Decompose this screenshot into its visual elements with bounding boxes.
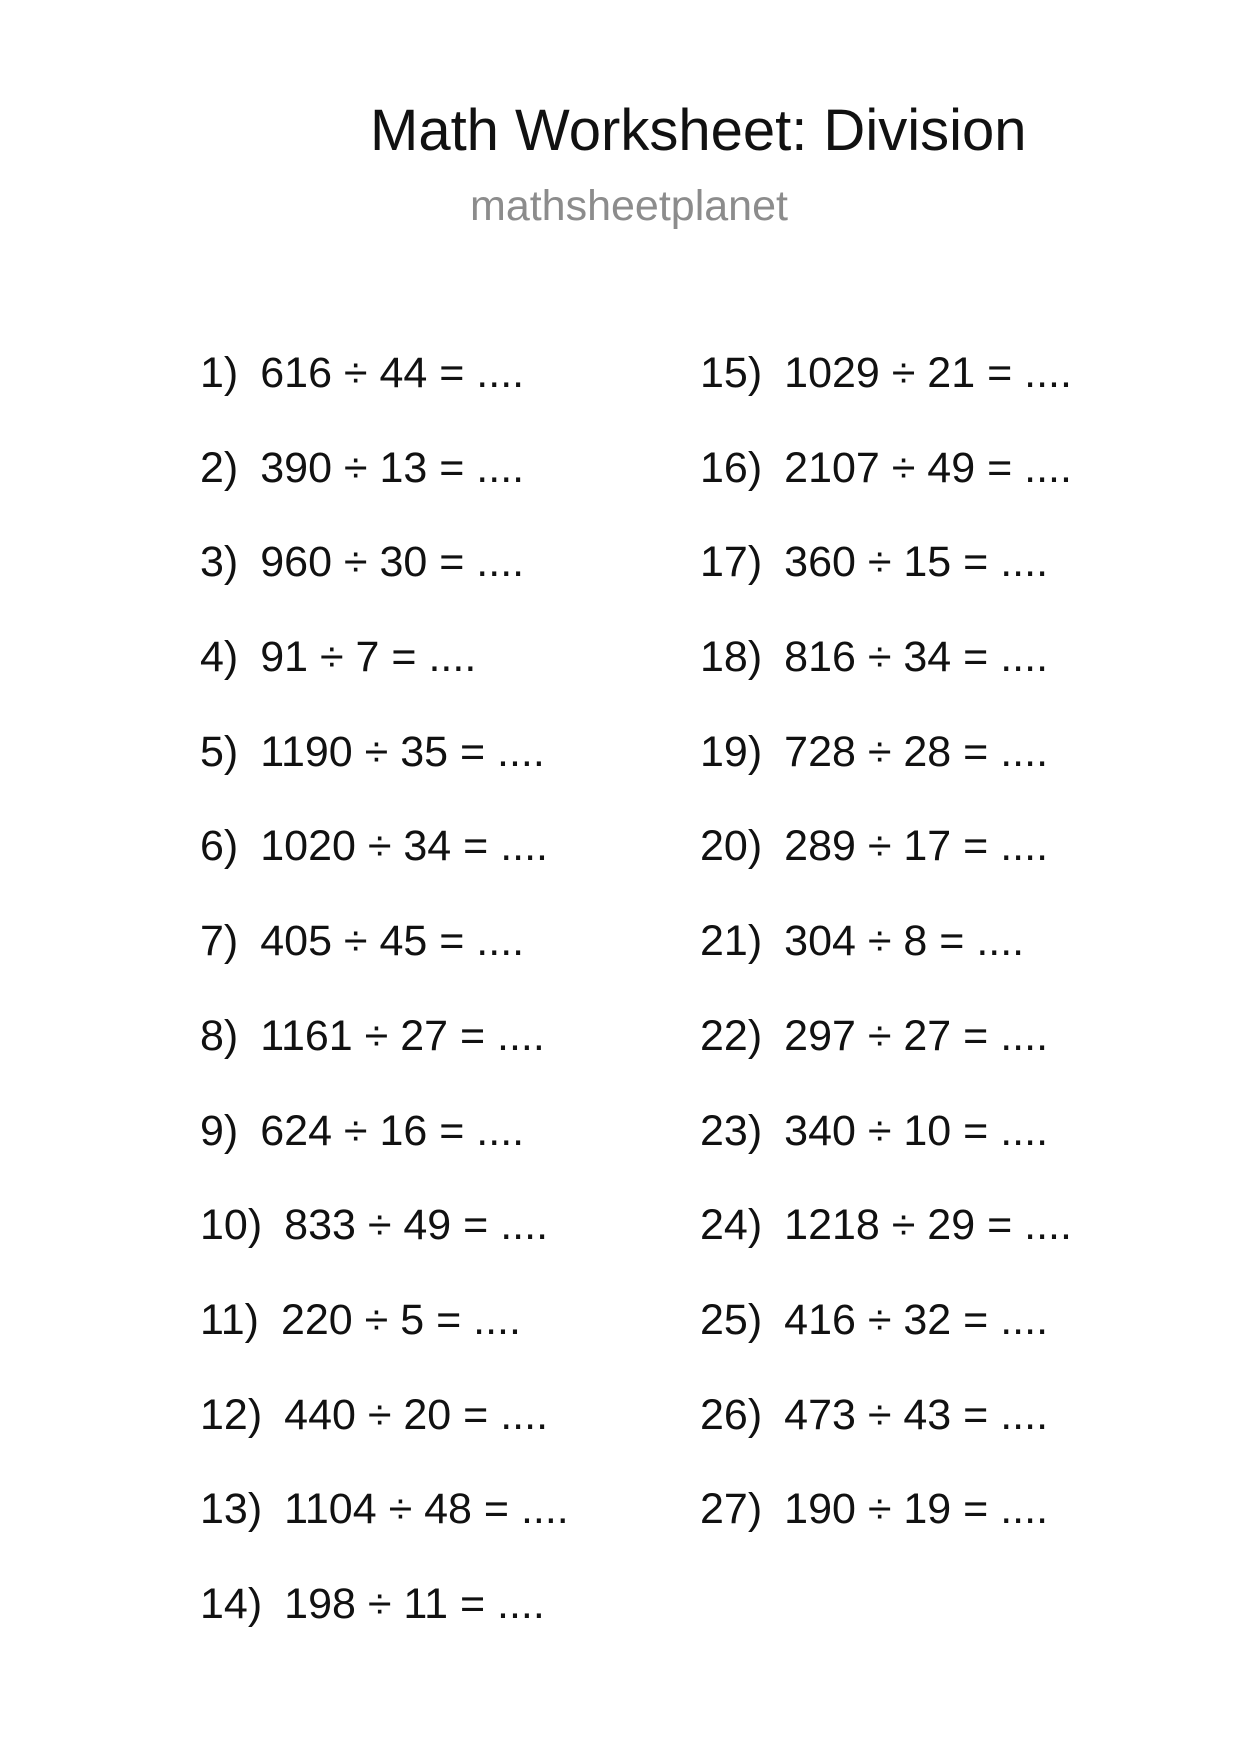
problems-column-right xyxy=(700,347,1160,1578)
problem-number: 21) xyxy=(700,917,763,966)
problem-number: 27) xyxy=(700,1485,763,1534)
problem-expression: 304 ÷ 8 = .... xyxy=(784,917,1025,966)
problem-expression: 833 ÷ 49 = .... xyxy=(284,1201,549,1250)
problem-expression: 405 ÷ 45 = .... xyxy=(260,917,525,966)
problem-item xyxy=(700,1105,1160,1200)
problem-item xyxy=(200,442,660,537)
problem-number: 13) xyxy=(200,1485,263,1534)
problem-expression: 473 ÷ 43 = .... xyxy=(784,1390,1049,1439)
problem-item xyxy=(700,1010,1160,1105)
problem-item xyxy=(700,536,1160,631)
problem-number: 3) xyxy=(200,538,239,587)
worksheet-title: Math Worksheet: Division xyxy=(370,98,1027,163)
problem-item xyxy=(200,536,660,631)
problems-column-left xyxy=(200,347,660,1673)
problem-item xyxy=(700,1389,1160,1484)
problem-number: 24) xyxy=(700,1201,763,1250)
problem-number: 8) xyxy=(200,1011,239,1060)
problem-expression: 198 ÷ 11 = .... xyxy=(284,1579,545,1628)
problem-number: 4) xyxy=(200,633,239,682)
problem-item xyxy=(700,1483,1160,1578)
problem-item xyxy=(200,1294,660,1389)
problem-number: 22) xyxy=(700,1011,763,1060)
problem-item xyxy=(700,915,1160,1010)
problem-item xyxy=(700,1199,1160,1294)
problem-expression: 2107 ÷ 49 = .... xyxy=(784,443,1072,492)
problem-number: 14) xyxy=(200,1579,263,1628)
problem-number: 10) xyxy=(200,1201,263,1250)
problem-expression: 1190 ÷ 35 = .... xyxy=(260,727,545,776)
problem-number: 6) xyxy=(200,822,239,871)
problem-number: 7) xyxy=(200,917,239,966)
problem-item xyxy=(200,726,660,821)
problem-expression: 360 ÷ 15 = .... xyxy=(784,538,1049,587)
problem-number: 20) xyxy=(700,822,763,871)
problem-expression: 289 ÷ 17 = .... xyxy=(784,822,1049,871)
problem-expression: 1029 ÷ 21 = .... xyxy=(784,349,1072,397)
problem-expression: 1218 ÷ 29 = .... xyxy=(784,1201,1072,1250)
problem-expression: 340 ÷ 10 = .... xyxy=(784,1106,1049,1155)
problem-expression: 728 ÷ 28 = .... xyxy=(784,727,1049,776)
problem-number: 2) xyxy=(200,443,239,492)
problem-expression: 416 ÷ 32 = .... xyxy=(784,1295,1049,1344)
problem-number: 16) xyxy=(700,443,763,492)
problem-item xyxy=(200,1105,660,1200)
problem-item xyxy=(700,347,1160,442)
problem-expression: 440 ÷ 20 = .... xyxy=(284,1390,549,1439)
problem-item xyxy=(700,631,1160,726)
problem-expression: 190 ÷ 19 = .... xyxy=(784,1485,1049,1534)
problem-item xyxy=(200,915,660,1010)
problem-number: 11) xyxy=(200,1295,259,1344)
problem-expression: 624 ÷ 16 = .... xyxy=(260,1106,525,1155)
problem-number: 9) xyxy=(200,1106,239,1155)
problem-item xyxy=(200,1483,660,1578)
problem-expression: 960 ÷ 30 = .... xyxy=(260,538,525,587)
problem-item xyxy=(200,631,660,726)
problem-number: 1) xyxy=(200,349,239,397)
problem-item xyxy=(700,1294,1160,1389)
problem-number: 25) xyxy=(700,1295,763,1344)
problem-item xyxy=(700,726,1160,821)
problem-number: 19) xyxy=(700,727,763,776)
problem-item xyxy=(200,1389,660,1484)
problem-number: 15) xyxy=(700,349,763,397)
problem-item xyxy=(700,820,1160,915)
problem-item xyxy=(200,347,660,442)
problem-number: 26) xyxy=(700,1390,763,1439)
problem-number: 5) xyxy=(200,727,239,776)
problem-expression: 1104 ÷ 48 = .... xyxy=(284,1485,569,1534)
problem-item xyxy=(700,442,1160,537)
problem-number: 12) xyxy=(200,1390,263,1439)
problem-item xyxy=(200,1010,660,1105)
problem-item xyxy=(200,1199,660,1294)
problem-expression: 390 ÷ 13 = .... xyxy=(260,443,525,492)
problem-expression: 91 ÷ 7 = .... xyxy=(260,633,477,682)
problem-number: 23) xyxy=(700,1106,763,1155)
problem-expression: 1020 ÷ 34 = .... xyxy=(260,822,549,871)
problem-number: 17) xyxy=(700,538,763,587)
problem-expression: 616 ÷ 44 = .... xyxy=(260,349,525,397)
problem-number: 18) xyxy=(700,633,763,682)
worksheet-subtitle: mathsheetplanet xyxy=(470,182,788,230)
problem-expression: 220 ÷ 5 = .... xyxy=(280,1295,521,1344)
problem-expression: 297 ÷ 27 = .... xyxy=(784,1011,1049,1060)
problem-item xyxy=(200,1578,660,1673)
problem-item xyxy=(200,820,660,915)
problem-expression: 1161 ÷ 27 = .... xyxy=(260,1011,545,1060)
problem-expression: 816 ÷ 34 = .... xyxy=(784,633,1049,682)
